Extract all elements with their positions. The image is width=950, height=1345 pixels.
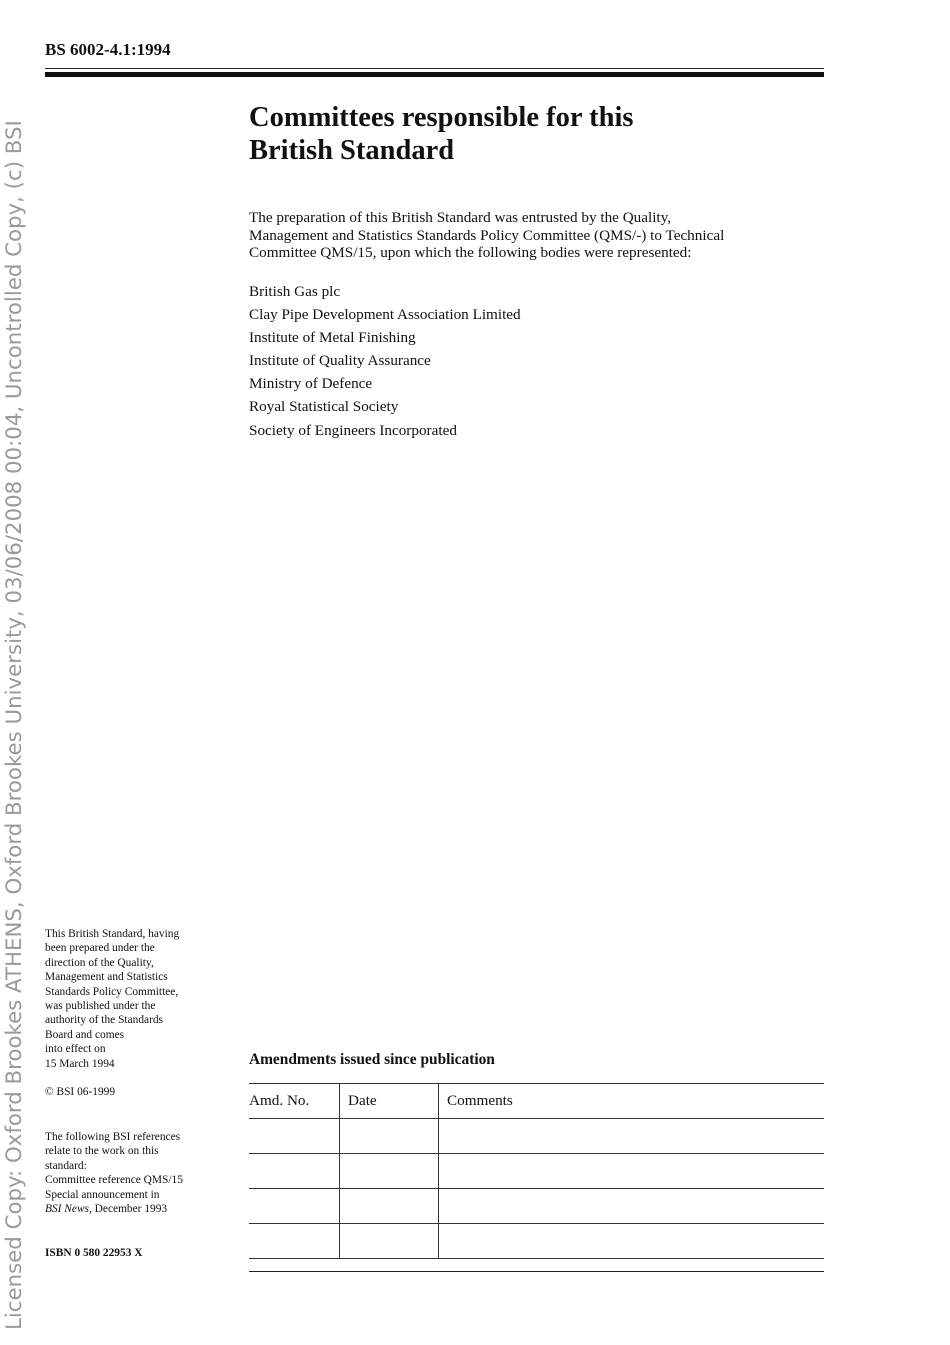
intro-line-1: The preparation of this British Standard was entrusted by the Quality, bbox=[249, 209, 672, 226]
table-cell bbox=[340, 1154, 439, 1189]
intro-paragraph bbox=[249, 209, 829, 262]
isbn: ISBN 0 580 22953 X bbox=[45, 1247, 143, 1259]
publication-line: Standards Policy Committee, bbox=[45, 985, 179, 998]
column-header-amd-no: Amd. No. bbox=[249, 1084, 340, 1119]
table-header-row bbox=[249, 1084, 824, 1119]
column-header-comments: Comments bbox=[439, 1084, 825, 1119]
amendments-title: Amendments issued since publication bbox=[249, 1051, 495, 1068]
reference-line: Committee reference QMS/15 bbox=[45, 1174, 183, 1187]
publication-line: This British Standard, having bbox=[45, 928, 180, 940]
table-cell bbox=[249, 1189, 340, 1224]
document-id: BS 6002-4.1:1994 bbox=[45, 40, 171, 59]
publication-line: into effect on bbox=[45, 1043, 106, 1056]
publication-line: been prepared under the bbox=[45, 942, 155, 955]
publication-note bbox=[45, 927, 235, 1071]
represented-bodies-list bbox=[249, 280, 521, 442]
table-cell bbox=[249, 1224, 340, 1259]
copyright-notice: © BSI 06-1999 bbox=[45, 1086, 116, 1098]
intro-line-2: Management and Statistics Standards Policy Committee (QMS/-) to Technical bbox=[249, 226, 725, 244]
reference-line: relate to the work on this bbox=[45, 1145, 159, 1158]
list-item: Institute of Quality Assurance bbox=[249, 352, 431, 370]
table-cell bbox=[439, 1154, 825, 1189]
table-cell bbox=[249, 1119, 340, 1154]
table-row bbox=[249, 1154, 824, 1189]
table-cell bbox=[340, 1224, 439, 1259]
table-cell bbox=[249, 1154, 340, 1189]
table-row bbox=[249, 1224, 824, 1259]
header-rule-thin bbox=[45, 68, 824, 69]
table-cell bbox=[439, 1224, 825, 1259]
reference-date: December 1993 bbox=[91, 1203, 168, 1216]
reference-line: The following BSI references bbox=[45, 1131, 181, 1143]
page-title bbox=[249, 101, 809, 167]
publication-line: 15 March 1994 bbox=[45, 1057, 115, 1070]
reference-line: Special announcement in bbox=[45, 1188, 160, 1201]
publication-line: was published under the bbox=[45, 1000, 156, 1013]
list-item: Ministry of Defence bbox=[249, 375, 373, 393]
publication-line: authority of the Standards bbox=[45, 1014, 163, 1027]
reference-line: standard: bbox=[45, 1159, 87, 1172]
table-cell bbox=[340, 1189, 439, 1224]
table-row bbox=[249, 1189, 824, 1224]
license-watermark: Licensed Copy: Oxford Brookes ATHENS, Oxford Brookes University, 03/06/2008 00:04, Uncontrolled Copy, (c) BSI bbox=[2, 120, 27, 1330]
list-item: Clay Pipe Development Association Limited bbox=[249, 306, 521, 324]
list-item: Royal Statistical Society bbox=[249, 398, 399, 416]
list-item: Society of Engineers Incorporated bbox=[249, 421, 457, 439]
list-item: British Gas plc bbox=[249, 283, 341, 300]
column-header-date: Date bbox=[340, 1084, 439, 1119]
title-line-1: Committees responsible for this bbox=[249, 102, 634, 133]
publication-line: Board and comes bbox=[45, 1028, 125, 1041]
header-rule-thick bbox=[45, 72, 824, 77]
amendments-table bbox=[249, 1083, 824, 1259]
intro-line-3: Committee QMS/15, upon which the following bodies were represented: bbox=[249, 244, 692, 261]
table-cell bbox=[439, 1189, 825, 1224]
title-line-2: British Standard bbox=[249, 135, 455, 166]
table-row bbox=[249, 1119, 824, 1154]
table-cell bbox=[340, 1119, 439, 1154]
table-cell bbox=[439, 1119, 825, 1154]
publication-line: direction of the Quality, bbox=[45, 956, 154, 969]
bsi-references bbox=[45, 1130, 235, 1216]
publication-line: Management and Statistics bbox=[45, 971, 168, 984]
bsi-news-title: BSI News, bbox=[45, 1203, 92, 1216]
reference-line bbox=[45, 1202, 235, 1216]
footer-rule bbox=[249, 1271, 824, 1272]
list-item: Institute of Metal Finishing bbox=[249, 329, 416, 347]
